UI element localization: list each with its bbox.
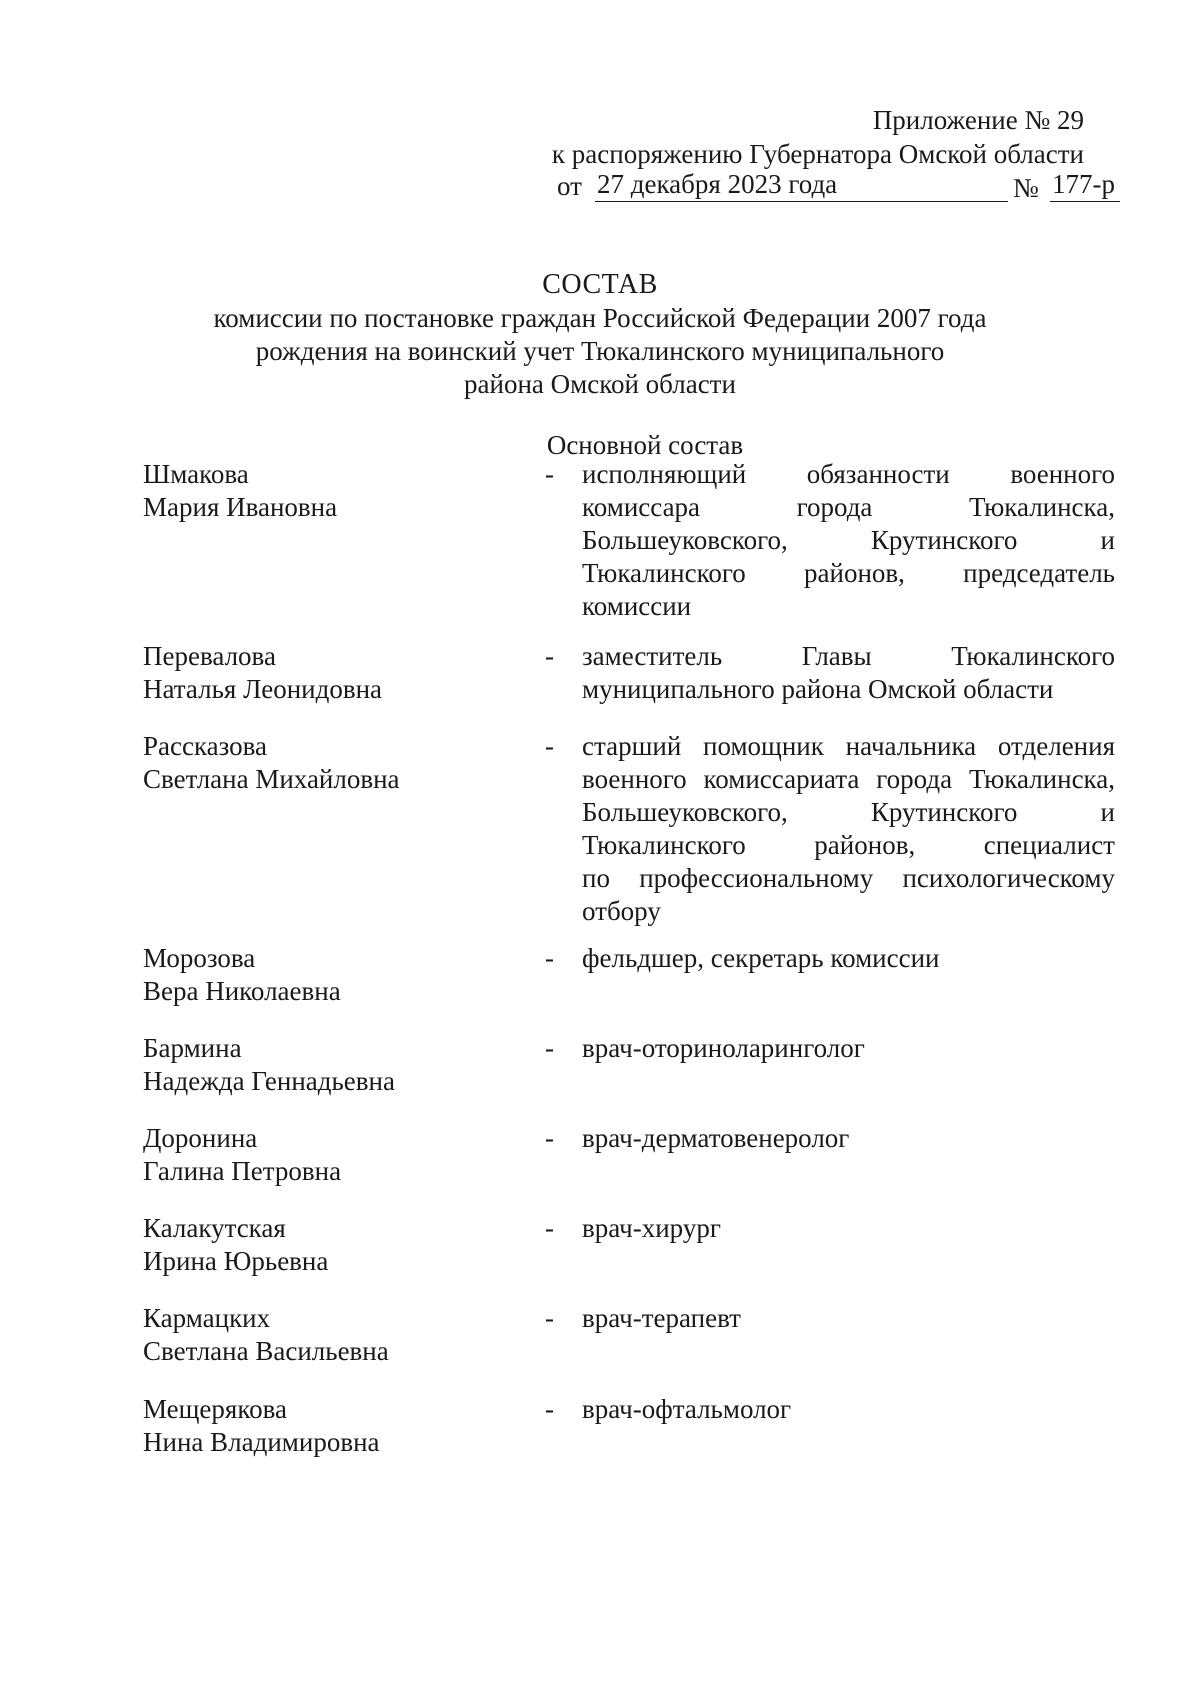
member-role — [582, 1302, 1115, 1335]
role-line: врач-офтальмолог — [582, 1394, 792, 1424]
role-line: муниципального района Омской области — [582, 674, 1054, 704]
member-role — [582, 1122, 1115, 1155]
member-role — [582, 942, 1115, 975]
member-surname: Доронина — [143, 1123, 258, 1153]
member-given-name: Галина Петровна — [143, 1156, 342, 1186]
decree-number: 177-р — [1052, 169, 1115, 199]
member-surname: Калакутская — [143, 1213, 286, 1243]
member-surname: Кармацких — [143, 1303, 271, 1333]
member-surname: Шмакова — [143, 459, 249, 489]
member-dash: - — [545, 1213, 554, 1243]
member-name — [143, 1393, 523, 1459]
member-surname: Бармина — [143, 1033, 242, 1063]
member-name — [143, 458, 523, 524]
member-surname: Морозова — [143, 943, 256, 973]
role-line: Тюкалинского районов, председатель — [582, 558, 1115, 588]
member-given-name: Светлана Михайловна — [143, 764, 400, 794]
member-given-name: Надежда Геннадьевна — [143, 1066, 395, 1096]
subtitle-line-2: рождения на воинский учет Тюкалинского муниципального — [255, 336, 945, 366]
member-given-name: Наталья Леонидовна — [143, 674, 383, 704]
member-given-name: Ирина Юрьевна — [143, 1246, 329, 1276]
member-given-name: Мария Ивановна — [143, 492, 338, 522]
member-name — [143, 1212, 523, 1278]
member-dash: - — [545, 1123, 554, 1153]
role-line: исполняющий обязанности военного — [582, 459, 1115, 489]
role-line: врач-хирург — [582, 1213, 721, 1243]
member-role — [582, 458, 1115, 623]
role-line: врач-терапевт — [582, 1303, 741, 1333]
date-prefix: от — [557, 171, 582, 201]
role-line: отбору — [582, 896, 661, 926]
appendix-reference: к распоряжению Губернатора Омской области — [551, 139, 1084, 169]
role-line: фельдшер, секретарь комиссии — [582, 943, 940, 973]
number-sign: № — [1013, 173, 1039, 203]
member-name — [143, 640, 523, 706]
member-surname: Перевалова — [143, 641, 276, 671]
member-dash: - — [545, 459, 554, 489]
member-role — [582, 730, 1115, 928]
role-line: врач-оториноларинголог — [582, 1033, 865, 1063]
decree-date: 27 декабря 2023 года — [597, 169, 838, 199]
member-name — [143, 1122, 523, 1188]
member-dash: - — [545, 731, 554, 761]
role-line: заместитель Главы Тюкалинского — [582, 641, 1115, 671]
role-line: врач-дерматовенеролог — [582, 1123, 850, 1153]
member-name — [143, 730, 523, 796]
member-dash: - — [545, 1303, 554, 1333]
member-dash: - — [545, 1394, 554, 1424]
section-heading: Основной состав — [546, 430, 744, 460]
member-role — [582, 640, 1115, 706]
member-name — [143, 1302, 523, 1368]
subtitle-line-3: района Омской области — [464, 369, 736, 399]
member-name — [143, 1032, 523, 1098]
member-dash: - — [545, 943, 554, 973]
document-title: СОСТАВ — [542, 269, 658, 300]
member-surname: Мещерякова — [143, 1394, 287, 1424]
member-role — [582, 1032, 1115, 1065]
role-line: старший помощник начальника отделения — [582, 731, 1115, 761]
member-name — [143, 942, 523, 1008]
member-given-name: Нина Владимировна — [143, 1427, 380, 1457]
role-line: Тюкалинского районов, специалист — [582, 830, 1115, 860]
role-line: комиссара города Тюкалинска, — [582, 492, 1115, 522]
subtitle-line-1: комиссии по постановке граждан Российской Федерации 2007 года — [213, 303, 987, 333]
member-role — [582, 1212, 1115, 1245]
member-given-name: Светлана Васильевна — [143, 1336, 389, 1366]
role-line: военного комиссариата города Тюкалинска, — [582, 764, 1115, 794]
member-dash: - — [545, 1033, 554, 1063]
role-line: Большеуковского, Крутинского и — [582, 525, 1115, 555]
member-surname: Рассказова — [143, 731, 268, 761]
member-dash: - — [545, 641, 554, 671]
role-line: Большеуковского, Крутинского и — [582, 797, 1115, 827]
member-role — [582, 1393, 1115, 1426]
member-given-name: Вера Николаевна — [143, 976, 341, 1006]
role-line: комиссии — [582, 591, 692, 621]
appendix-number: Приложение № 29 — [872, 105, 1084, 135]
role-line: по профессиональному психологическому — [582, 863, 1115, 893]
